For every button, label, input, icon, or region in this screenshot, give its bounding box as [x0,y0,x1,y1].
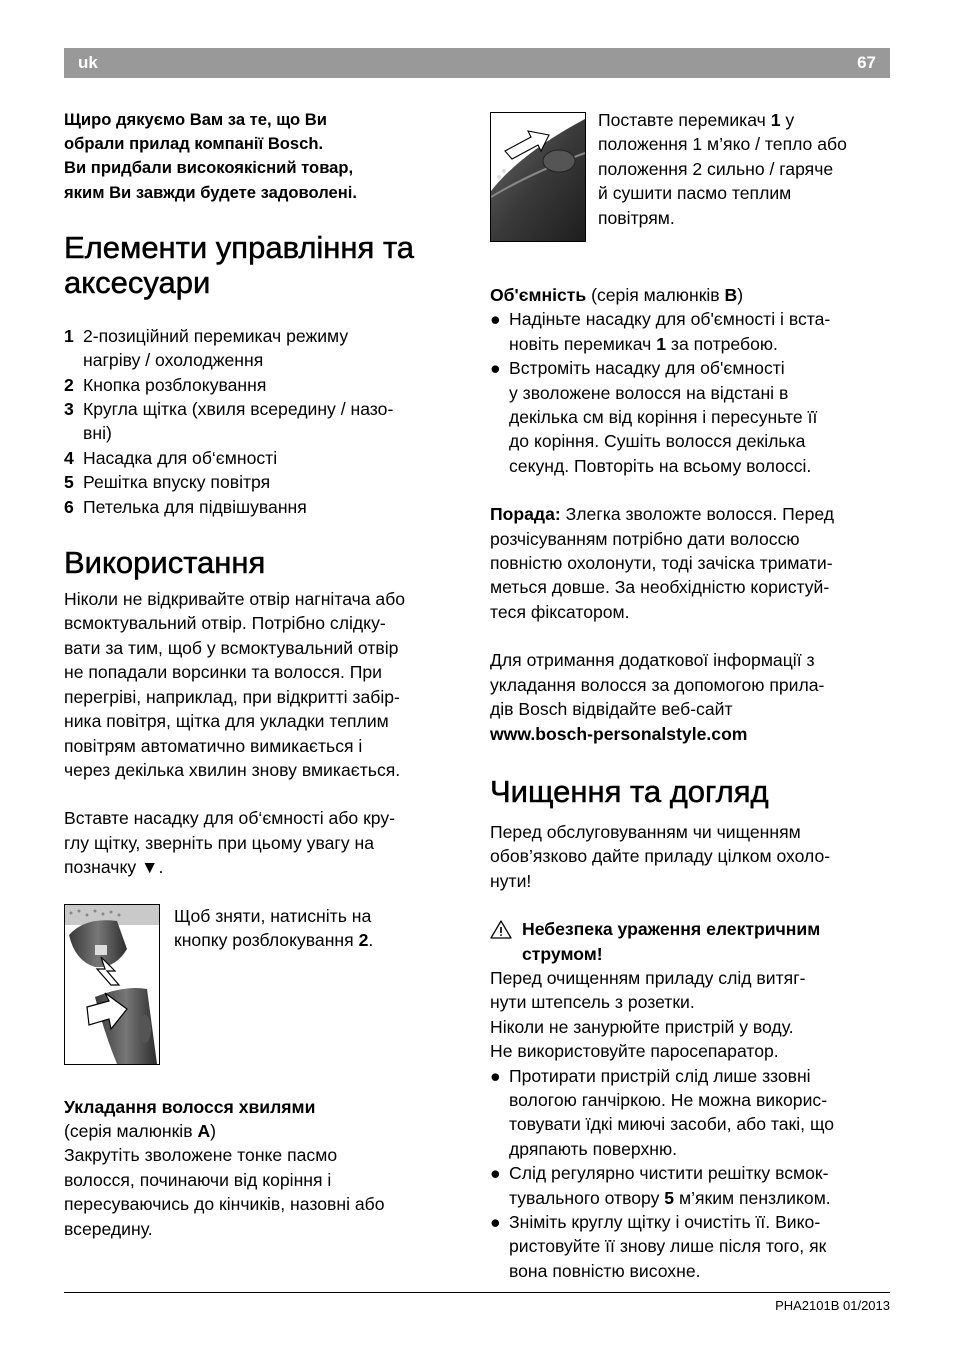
text-line: Слід регулярно чистити решітку всмок- [509,1163,829,1184]
intro-line: Ви придбали високоякісний товар, [64,158,354,178]
right-column [490,108,890,1283]
heading-line: Елементи управління та [64,229,415,265]
bullet-icon: ● [490,1212,501,1232]
text-line: Щоб зняти, натисніть на [174,905,372,926]
text-line: декілька см від коріння і пересуньте її [509,407,818,428]
item-text: 2-позиційний перемикач режиму [83,325,349,346]
text-line: положення 1 м’яко / тепло або [598,134,847,155]
text-span: кнопку розблокування [174,929,359,950]
tip-section [490,502,890,624]
warning-icon [490,920,512,939]
text-line: дряпають поверхню. [509,1138,678,1159]
series-letter: A [197,1120,211,1141]
switch-figure-row [490,108,890,242]
footer-model-date: PHA2101B 01/2013 [775,1298,890,1313]
text-line [598,108,847,132]
text-line: Не використовуйте паросепаратор. [490,1041,779,1062]
bullet-icon: ● [490,358,501,379]
text-line: глу щітку, зверніть при цьому увагу на [64,832,375,853]
list-item [490,1161,890,1210]
text-span: у [780,110,795,130]
text-span: (серія малюнків [64,1120,198,1141]
text-line: меться довше. За необхідністю користуй- [490,577,830,598]
text-span: (серія малюнків [586,285,725,305]
warning-heading [490,917,890,966]
text-line: Перед обслуговуванням чи чищенням [490,821,801,842]
text-line: у зволожене волосся на відстані в [509,382,789,403]
item-number: 1 [64,325,74,346]
switch-image [491,113,585,241]
text-span: тувального отвору [509,1187,665,1208]
text-line: всмоктувальний отвір. Потрібно слідку- [64,613,386,634]
text-span: за потребою. [666,333,778,354]
text-span: новіть перемикач [509,333,657,354]
waves-series [64,1119,464,1143]
tip-label: Порада: [490,504,561,525]
text-line [509,332,890,356]
list-item [490,1064,890,1162]
item-number: 2 [64,374,74,395]
text-line: положення 2 сильно / гаряче [598,158,834,179]
volume-section [490,283,890,478]
waves-section [64,1095,464,1241]
text-line: повітрям. [598,207,675,228]
warning-section [490,917,890,1283]
text-line: Закрутіть зволожене тонке пасмо [64,1145,338,1166]
list-item [490,1210,890,1283]
item-text: Насадка для об‘ємності [83,447,278,468]
cleaning-list [490,1064,890,1284]
text-line: Протирати пристрій слід лише ззовні [509,1065,811,1086]
volume-title: Об'ємність [490,285,587,305]
intro-text [64,108,464,205]
item-number: 6 [64,496,74,517]
item-number: 4 [64,447,74,468]
text-span: Злегка зволожте волосся. Перед [560,504,835,525]
text-line: ристовуйте її знову лише після того, як [509,1236,827,1257]
text-span: м’яким пензликом. [674,1187,831,1208]
page-number: 67 [857,53,876,72]
left-column [64,108,464,1241]
item-text: Кнопка розблокування [83,374,267,395]
text-line: й сушити пасмо теплим [598,183,792,204]
intro-line: Щиро дякуємо Вам за те, що Ви [64,110,327,129]
cleaning-heading: Чищення та догляд [490,773,769,809]
text-line: секунд. Повторіть на всьому волоссі. [509,455,812,476]
more-info-section [490,648,890,746]
text-line: Надіньте насадку для об'ємності і вста- [509,309,831,330]
text-line: вологою ганчіркою. Не можна викорис- [509,1089,828,1110]
website-link[interactable]: www.bosch-personalstyle.com [490,723,748,744]
volume-list [490,307,890,478]
language-code: uk [78,53,98,72]
remove-instruction [174,904,373,953]
part-number: 5 [664,1187,675,1208]
text-span: Поставте перемикач [598,110,771,130]
text-line: вона повністю висохне. [509,1260,701,1281]
text-line: теся фіксатором. [490,601,630,622]
text-line: Встроміть насадку для об'ємності [509,358,785,379]
item-number: 3 [64,399,74,420]
text-line: ника повітря, щітка для укладки теплим [64,711,389,732]
text-line: Вставте насадку для об‘ємності або кру- [64,808,396,829]
part-number: 1 [656,333,667,354]
bullet-icon: ● [490,309,501,330]
text-line: Для отримання додаткової інформації з [490,650,815,671]
bullet-icon: ● [490,1163,501,1184]
item-text: вні) [83,423,112,444]
insert-paragraph [64,806,464,879]
list-item [490,307,890,356]
switch-instruction [598,108,847,230]
part-number: 2 [358,929,369,950]
text-line: пересуваючись до кінчиків, назовні або [64,1194,385,1215]
item-text: Петелька для підвішування [83,496,307,517]
bullet-icon: ● [490,1065,501,1086]
text-line [174,928,373,952]
usage-heading: Використання [64,545,266,581]
text-line: не попадали ворсинки та волосся. При [64,662,383,683]
text-line: розчісуванням потрібно дати волоссю [490,528,800,549]
controls-heading [64,230,464,300]
text-line: вати за тим, щоб у всмоктувальний отвір [64,637,399,658]
text-line: всередину. [64,1218,153,1239]
text-line: Перед очищенням приладу слід витяг- [490,967,806,988]
list-item [64,470,464,494]
text-line: через декілька хвилин знову вмикається. [64,759,401,780]
text-line: обов’язково дайте приладу цілком охоло- [490,846,831,867]
footer-divider [64,1292,890,1293]
item-text: Решітка впуску повітря [83,472,271,493]
text-span: ) [210,1120,217,1141]
text-line [490,502,890,526]
list-item [64,397,464,446]
controls-list [64,324,464,519]
part-number: 1 [770,110,781,130]
usage-paragraph [64,587,464,782]
item-number: 5 [64,472,74,493]
text-line: Ніколи не занурюйте пристрій у воду. [490,1016,794,1037]
series-letter: B [724,285,738,305]
cleaning-intro [490,820,890,893]
list-item [64,324,464,373]
text-span: . [368,929,374,950]
switch-illustration [490,112,586,242]
text-line: до коріння. Сушіть волосся декілька [509,431,806,452]
remove-figure-row [64,904,464,1065]
heading-line: аксесуари [64,264,211,300]
list-item [64,373,464,397]
text-line: Зніміть круглу щітку і очистіть її. Вико- [509,1212,821,1232]
text-line: волосся, починаючи від коріння і [64,1169,332,1190]
list-item [490,356,890,478]
text-line: повітрям автоматично вимикається і [64,735,363,756]
text-line: товувати їдкі миючі засоби, або такі, що [509,1114,835,1135]
list-item [64,446,464,470]
remove-attachment-illustration [64,904,160,1065]
text-line [509,1186,890,1210]
waves-heading: Укладання волосся хвилями [64,1096,316,1117]
text-span: ) [737,285,744,305]
text-line: дів Bosch відвідайте веб-сайт [490,699,733,720]
item-text: Кругла щітка (хвиля всередину / назо- [83,399,394,420]
item-text: нагріву / охолодження [83,350,264,371]
text-line: Ніколи не відкривайте отвір нагнітача або [64,589,406,610]
text-line: струмом! [522,943,603,964]
text-line: Небезпека ураження електричним [522,919,821,940]
text-line: позначку ▼. [64,857,164,878]
intro-line: обрали прилад компанії Bosch. [64,134,324,154]
text-line: перегріві, наприклад, при відкритті забір- [64,686,400,707]
text-line: повністю охолонути, тоді зачіска тримати- [490,553,833,574]
header-bar [64,48,890,78]
intro-line: яким Ви завжди будете задоволені. [64,182,357,202]
text-line: нути! [490,870,532,891]
remove-attachment-image [65,905,159,1064]
volume-heading [490,283,890,307]
list-item [64,495,464,519]
text-line: укладання волосся за допомогою прила- [490,674,825,695]
text-line: нути штепсель з розетки. [490,992,695,1013]
